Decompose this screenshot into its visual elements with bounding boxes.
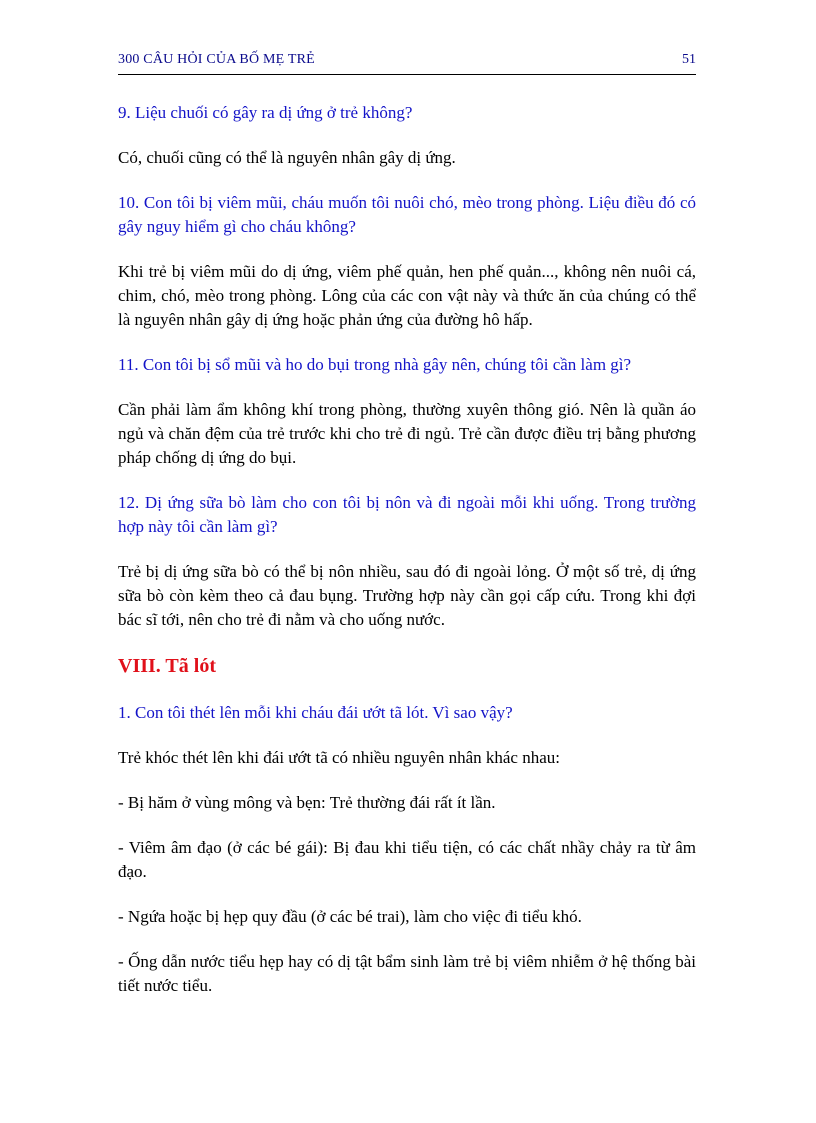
question-10: 10. Con tôi bị viêm mũi, cháu muốn tôi nuôi chó, mèo trong phòng. Liệu điều đó có gây nguy hiểm gì cho cháu không? (118, 193, 696, 236)
question-9: 9. Liệu chuối có gây ra dị ứng ở trẻ không? (118, 103, 413, 122)
book-title: 300 CÂU HỎI CỦA BỐ MẸ TRẺ (118, 52, 315, 67)
answer-11: Cần phải làm ẩm không khí trong phòng, thường xuyên thông gió. Nên là quần áo ngủ và chăn đệm của trẻ trước khi cho trẻ đi ngủ. Trẻ cần được điều trị bằng phương pháp chống dị ứng do bụi. (118, 400, 696, 467)
page-number: 51 (682, 52, 696, 67)
answer-10: Khi trẻ bị viêm mũi do dị ứng, viêm phế quản, hen phế quản..., không nên nuôi cá, chim, chó, mèo trong phòng. Lông của các con vật này và thức ăn của chúng có thể là nguyên nhân gây dị ứng hoặc phản ứng của đường hô hấp. (118, 262, 696, 329)
answer-1-intro: Trẻ khóc thét lên khi đái ướt tã có nhiều nguyên nhân khác nhau: (118, 748, 560, 767)
page-content (118, 101, 696, 1019)
answer-1-item: - Ngứa hoặc bị hẹp quy đầu (ở các bé trai), làm cho việc đi tiểu khó. (118, 907, 582, 926)
answer-1-item: - Viêm âm đạo (ở các bé gái): Bị đau khi tiểu tiện, có các chất nhầy chảy ra từ âm đạo. (118, 838, 696, 881)
question-1: 1. Con tôi thét lên mỗi khi cháu đái ướt tã lót. Vì sao vậy? (118, 703, 513, 722)
question-12: 12. Dị ứng sữa bò làm cho con tôi bị nôn và đi ngoài mỗi khi uống. Trong trường hợp này tôi cần làm gì? (118, 493, 696, 536)
answer-9: Có, chuối cũng có thể là nguyên nhân gây dị ứng. (118, 148, 456, 167)
answer-12: Trẻ bị dị ứng sữa bò có thể bị nôn nhiều, sau đó đi ngoài lỏng. Ở một số trẻ, dị ứng sữa bò còn kèm theo cả đau bụng. Trường hợp này cần gọi cấp cứu. Trong khi đợi bác sĩ tới, nên cho trẻ đi nằm và cho uống nước. (118, 562, 696, 629)
section-heading: VIII. Tã lót (118, 655, 216, 677)
running-header (118, 50, 696, 75)
question-11: 11. Con tôi bị sổ mũi và ho do bụi trong nhà gây nên, chúng tôi cần làm gì? (118, 355, 632, 374)
answer-1-item: - Bị hăm ở vùng mông và bẹn: Trẻ thường đái rất ít lần. (118, 793, 496, 812)
answer-1-item: - Ống dẫn nước tiểu hẹp hay có dị tật bẩm sinh làm trẻ bị viêm nhiễm ở hệ thống bài tiết nước tiểu. (118, 952, 696, 995)
